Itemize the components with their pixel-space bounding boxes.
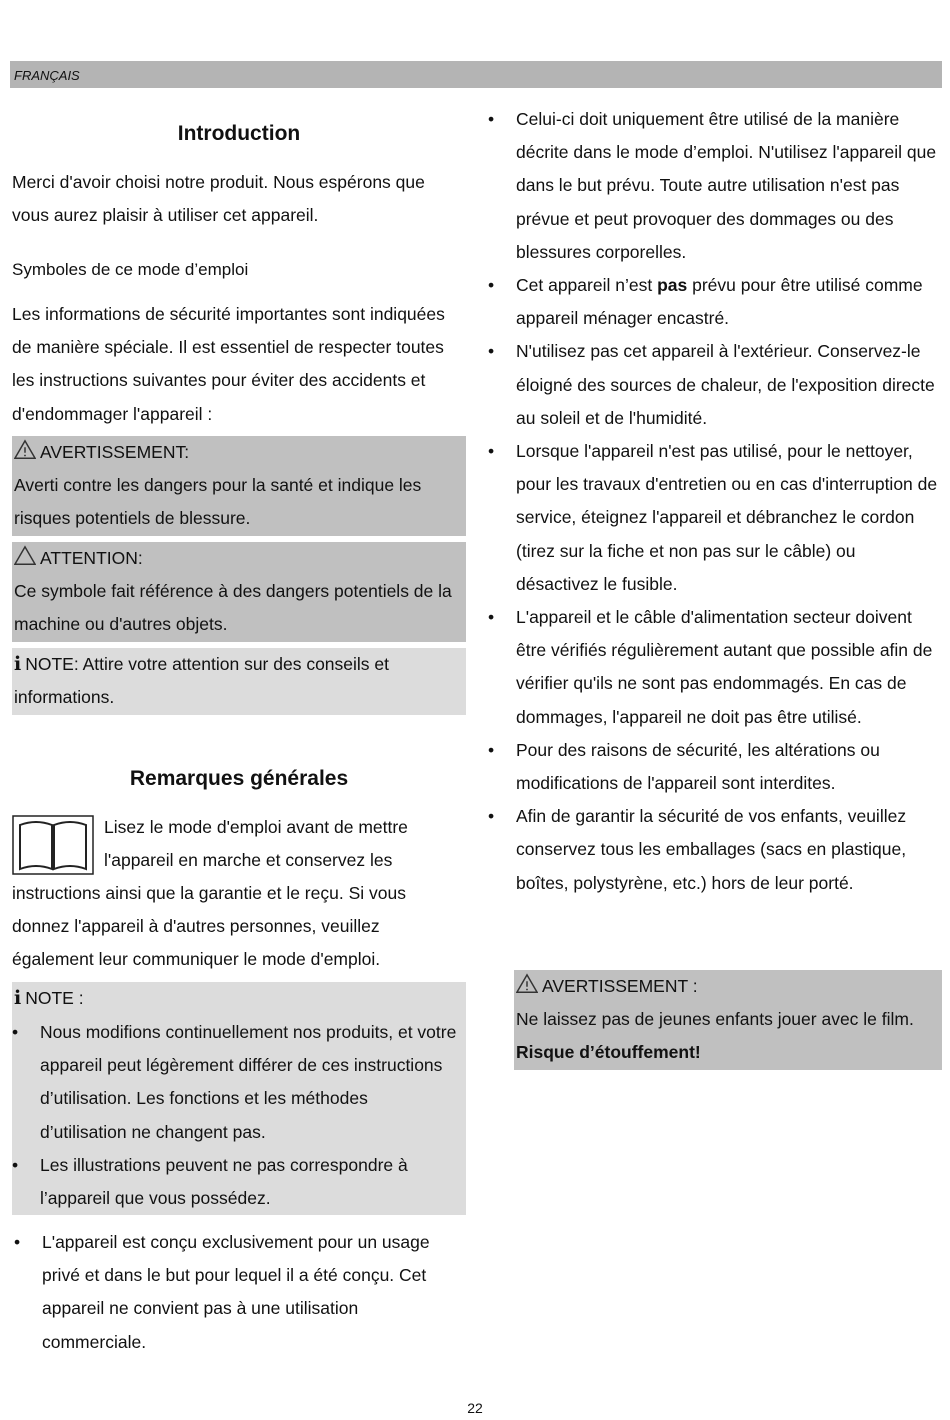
list-item: • L'appareil et le câble d'alimentation secteur doivent être vérifiés régulièrement autant que possible afin de vérifier qu'ils ne sont pas endommagés. En cas de dommages, l'appareil ne doit pas être utilisé. xyxy=(486,601,940,734)
note-text: Attire votre attention sur des conseils et informations. xyxy=(14,654,390,708)
list-item-text: prévu pour être utilisé comme appareil ménager encastré. xyxy=(516,275,923,329)
info-icon: i xyxy=(14,987,22,1009)
language-label: FRANÇAIS xyxy=(14,68,80,83)
warning-triangle-icon xyxy=(516,973,538,995)
symbols-text: Les informations de sécurité importantes sont indiquées de manière spéciale. Il est essentiel de respecter toutes les instructions suivantes pour éviter des accidents et d'endommager l'appareil : xyxy=(12,304,445,424)
attention-title: ATTENTION: xyxy=(40,548,143,568)
warning-triangle-icon xyxy=(14,439,36,461)
list-item: • L'appareil est conçu exclusivement pour un usage privé et dans le but pour lequel il a été conçu. Cet appareil ne convient pas à une utilisation commerciale. xyxy=(12,1226,464,1359)
list-item: • N'utilisez pas cet appareil à l'extérieur. Conservez-le éloigné des sources de chaleur, de l'exposition directe au soleil et de l'humidité. xyxy=(486,335,940,435)
warning-box xyxy=(12,436,466,536)
general-text-2: instructions ainsi que la garantie et le reçu. Si vous donnez l'appareil à d'autres personnes, veuillez également leur communiquer le mode d'emploi. xyxy=(12,883,406,970)
general-title: Remarques générales xyxy=(129,767,349,790)
list-item: • Celui-ci doit uniquement être utilisé de la manière décrite dans le mode d’emploi. N'utilisez l'appareil que dans le but prévu. Toute autre utilisation n'est pas prévue et peut provoquer des dommages ou des blessures corporelles. xyxy=(486,103,940,269)
usage-list xyxy=(12,1226,464,1359)
choking-warning-box xyxy=(514,970,942,1070)
choking-warning-title: AVERTISSEMENT : xyxy=(542,976,698,996)
note2-title: NOTE : xyxy=(25,988,84,1008)
list-item-text: Cet appareil n’est xyxy=(516,275,658,296)
attention-box xyxy=(12,542,466,642)
warning-title: AVERTISSEMENT: xyxy=(40,442,190,462)
attention-text: Ce symbole fait référence à des dangers potentiels de la machine ou d'autres objets. xyxy=(14,581,452,635)
note2-heading xyxy=(14,982,464,1015)
attention-triangle-icon xyxy=(14,545,36,567)
info-icon: i xyxy=(14,653,22,675)
intro-text: Merci d'avoir choisi notre produit. Nous espérons que vous aurez plaisir à utiliser cet appareil. xyxy=(12,172,425,226)
symbols-title: Symboles de ce mode d’emploi xyxy=(12,260,249,279)
list-item: • Nous modifions continuellement nos produits, et votre appareil peut légèrement différer de ces instructions d’utilisation. Les fonctions et les méthodes d’utilisation ne changent pas. xyxy=(10,1016,458,1149)
warning-heading xyxy=(14,436,464,469)
safety-list xyxy=(486,103,940,900)
list-item xyxy=(486,269,940,335)
book-icon xyxy=(12,815,94,875)
intro-title: Introduction xyxy=(177,122,301,145)
warning-text: Averti contre les dangers pour la santé et indique les risques potentiels de blessure. xyxy=(14,475,422,529)
general-text-1: Lisez le mode d'emploi avant de mettre l'appareil en marche et conservez les xyxy=(104,817,408,871)
choking-warning-heading xyxy=(516,970,940,1003)
choking-warning-text xyxy=(516,1003,940,1069)
page-number: 22 xyxy=(467,1400,483,1416)
note2-box xyxy=(12,982,466,1215)
choking-warning-text-pre: Ne laissez pas de jeunes enfants jouer avec le film. xyxy=(516,1009,914,1030)
list-item: • Les illustrations peuvent ne pas correspondre à l’appareil que vous possédez. xyxy=(10,1149,458,1215)
header-bar xyxy=(10,61,942,88)
note2-list xyxy=(10,1016,458,1215)
list-item: • Lorsque l'appareil n'est pas utilisé, pour le nettoyer, pour les travaux d'entretien ou en cas d'interruption de service, éteignez l'appareil et débranchez le cordon (tirez sur la fiche et non pas sur le câble) ou désactivez le fusible. xyxy=(486,435,940,601)
note-box xyxy=(12,648,466,715)
list-item: • Pour des raisons de sécurité, les altérations ou modifications de l'appareil sont interdites. xyxy=(486,734,940,800)
attention-heading xyxy=(14,542,464,575)
note-title: NOTE: xyxy=(25,654,79,674)
list-item: • Afin de garantir la sécurité de vos enfants, veuillez conservez tous les emballages (sacs en plastique, boîtes, polystyrène, etc.) hors de leur porté. xyxy=(486,800,940,900)
note-content xyxy=(14,648,464,714)
list-item-emphasis: pas xyxy=(657,275,688,296)
choking-risk-label: Risque d’étouffement! xyxy=(516,1042,701,1063)
